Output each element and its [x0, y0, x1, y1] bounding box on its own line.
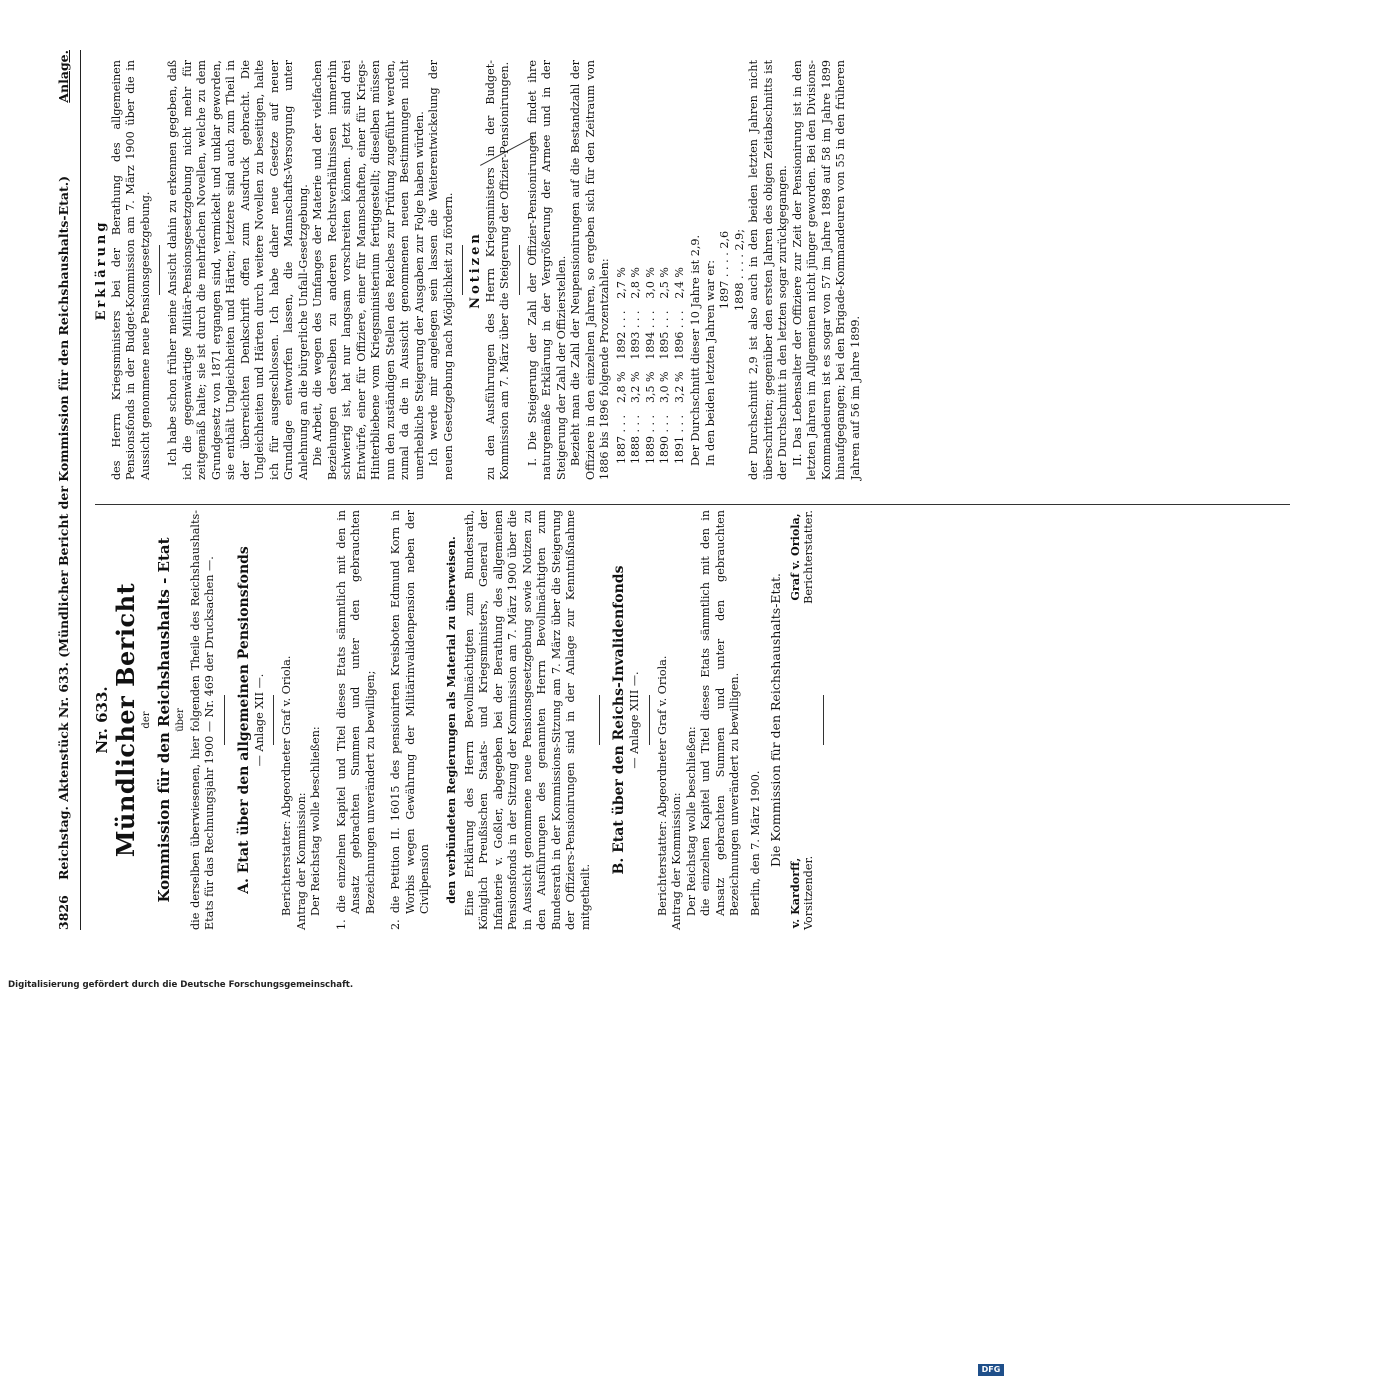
erklaerung-title: Erklärung — [94, 219, 109, 321]
intro-paragraph: die derselben überwiesenen, hier folgenden Theile des Reichshaushalts-Etats für das Rechnungsjahr 1900 — Nr. 469 der Drucksachen —. — [188, 510, 216, 930]
report-subtitle: Kommission für den Reichshaushalts - Etat — [155, 537, 173, 903]
dfg-logo: DFG — [978, 1364, 1004, 1376]
row-1897: 1897 . . . . 2,6 — [718, 230, 731, 310]
table-cell: 2,7 % — [614, 267, 628, 299]
table-cell: 1890 . . . — [658, 415, 671, 464]
table-row — [658, 261, 673, 470]
notizen-title: Notizen — [468, 231, 483, 309]
header-rule — [80, 50, 81, 930]
erklaerung-paragraph-3: Ich werde mir angelegen sein lassen die Weiterentwickelung der neuen Gesetzgebung nach Möglichkeit zu fördern. — [427, 60, 455, 480]
notiz-1b: Bezieht man die Zahl der Neupensionirungen auf die Bestandzahl der Offiziere in den einzelnen Jahren, so ergeben sich für den Zeitraum von 1886 bis 1896 folgende Prozentzahlen: — [569, 60, 611, 480]
document-number: Nr. 633. — [93, 686, 111, 754]
section-b-anlage: — Anlage XIII —. — [628, 671, 642, 769]
average-line: Der Durchschnitt dieser 10 Jahre ist 2,9. — [689, 234, 702, 466]
antrag-a: Antrag der Kommission: — [294, 792, 308, 930]
separator — [649, 695, 650, 745]
table-row — [629, 261, 644, 470]
erklaerung-paragraph-1: Ich habe schon früher meine Ansicht dahin zu erkennen gegeben, daß ich die gegenwärtige Militär-Pensionsgesetzgebung nicht mehr für zeitgemäß halte; sie ist durch die mehrfachen Novellen, welche zu dem Grundgesetz von 1871 ergangen sind, vermickelt und unklar geworden, sie enthält Ungleichheiten und Härten; letztere sind auch zum Theil in der überreichten Denkschrift offen zum Ausdruck gebracht. Die Ungleichheiten und Härten durch weitere Novellen zu beseitigen, halte ich für ausgeschlossen. Ich habe daher neue Gesetze auf neuer Grundlage entworfen lassen, die Mannschafts-Versorgung unter Anlehnung an die bürgerliche Unfall-Gesetzgebung. — [166, 60, 310, 480]
separator — [159, 245, 160, 295]
digitization-note: Digitalisierung gefördert durch die Deutsche Forschungsgemeinschaft. — [8, 980, 354, 990]
section-b-title: B. Etat über den Reichs-Invalidenfonds — [611, 565, 628, 875]
notizen-intro: zu den Ausführungen des Herrn Kriegsministers in der Budget-Kommission am 7. März über die Steigerung der Offizier-Pensionirungen. — [483, 60, 511, 480]
percentage-table — [615, 261, 688, 470]
date-line: Berlin, den 7. März 1900. — [748, 770, 762, 916]
notiz-1c: der Durchschnitt 2,9 ist also auch in den beiden letzten Jahren nicht überschritten; gegenüber den ersten Jahren des obigen Zeitabschnitts ist der Durchschnitt in den letzten sogar zurückgegangen. — [747, 60, 789, 480]
table-cell: 1891 . . . — [672, 415, 686, 464]
signatures — [788, 510, 817, 930]
table-cell: 1894 . . . — [643, 310, 657, 360]
table-row — [673, 261, 688, 470]
section-a-title: A. Etat über den allgemeinen Pensionsfonds — [235, 546, 252, 894]
table-cell: 3,0 % — [658, 371, 671, 404]
last-two-years-line: In den beiden letzten Jahren war er: — [703, 259, 717, 466]
signature-reporter — [788, 510, 817, 604]
anlage-label: Anlage. — [56, 50, 71, 103]
table-cell: 1887 . . . — [614, 415, 628, 464]
running-title: Reichstag. Aktenstück Nr. 633. (Mündlicher Bericht der Kommission für den Reichshaushalts-Etat.) — [56, 175, 71, 880]
reporter-name: Graf v. Oriola, — [787, 513, 802, 601]
table-cell: 1893 . . . — [629, 310, 642, 360]
chairman-role: Vorsitzender. — [802, 855, 816, 930]
table-cell: 2,4 % — [672, 267, 686, 299]
chairman-name: v. Kardorff, — [787, 857, 802, 929]
table-cell: 3,2 % — [672, 371, 686, 404]
left-column — [95, 510, 830, 930]
motion-item-2: 2. die Petition II. 16015 des pensionirten Kreisboten Edmund Korn in Worbis wegen Gewährung der Militärinvalidenpension neben der Civilpension — [389, 510, 432, 930]
erklaerung-paragraph-2: Die Arbeit, die wegen des Umfanges der Materie und der vielfachen Beziehungen derselben zu anderen Rechtsverhältnissen immerhin schwierig ist, hat nur langsam vorschreiten können. Jetzt sind drei Entwürfe, einer für Offiziere, einer für Mannschaften, einer für Kriegs-Hinterbliebene vom Kriegsministerium fertiggestellt; dieselben müssen nun den zuständigen Stellen des Reiches zur Prüfung zugeführt werden, zumal da die in Aussicht genommenen neuen Bestimmungen nicht unerhebliche Steigerung der Ausgaben zur Folge haben würden. — [311, 60, 426, 480]
separator — [599, 695, 600, 745]
section-a-anlage: — Anlage XII —. — [252, 673, 266, 767]
page-header — [56, 50, 78, 930]
page-number: 3826 — [56, 895, 71, 930]
table-cell: 1896 . . . — [672, 310, 686, 360]
table-cell: 1888 . . . — [629, 415, 642, 464]
table-cell: 3,2 % — [629, 371, 642, 404]
erklaerung-reference: Eine Erklärung des Herrn Bevollmächtigten zum Bundesrath, Königlich Preußischen Staats- und Kriegsministers, General der Infanterie v. Goßler, abgegeben bei der Berathung des allgemeinen Pensionsfonds in der Sitzung der Kommission am 7. März 1900 über die in Aussicht genommene neue Pensionsgesetzgebung sowie Notizen zu den Ausführungen des genannten Herrn Bevollmächtigten zum Bundesrath in der Kommissions-Sitzung am 7. März über die Steigerung der Offiziers-Pensionirungen sind in der Anlage zur Kenntnißnahme mitgetheilt. — [462, 510, 592, 930]
reporter-a: Berichterstatter: Abgeordneter Graf v. Oriola. — [280, 655, 293, 916]
right-column — [95, 60, 863, 480]
commission-name: Die Kommission für den Reichshaushalts-Etat. — [768, 572, 784, 868]
notiz-2: II. Das Lebensalter der Offiziere zur Zeit der Pensionirung ist in den letzten Jahren im Allgemeinen nicht jünger geworden. Bei den Divisions-Kommandeuren ist es sogar von 57 im Jahre 1898 auf 58 im Jahre 1899 hinaufgegangen; bei den Brigade-Kommandeuren von 55 in den früheren Jahren auf 56 im Jahre 1899. — [790, 60, 862, 480]
signature-chairman — [788, 856, 817, 930]
separator — [224, 695, 225, 745]
table-row — [615, 261, 630, 470]
report-title: Mündlicher Bericht — [110, 582, 140, 858]
antrag-b: Antrag der Kommission: — [670, 792, 684, 930]
table-row — [644, 261, 659, 470]
erklaerung-intro: des Herrn Kriegsministers bei der Berathung des allgemeinen Pensionsfonds in der Budget-Kommission am 7. März 1900 über die in Aussicht genommene neue Pensionsgesetzgebung. — [109, 60, 152, 480]
row-1898: 1898 . . . . 2,9; — [732, 228, 746, 312]
separator — [519, 245, 520, 295]
table-cell: 1889 . . . — [643, 415, 657, 464]
title-ueber: über — [175, 708, 186, 732]
beschliessen-a: Der Reichstag wolle beschließen: — [309, 726, 322, 916]
separator — [462, 245, 463, 295]
motion-item-2-decision: den verbündeten Regierungen als Material zu überweisen. — [444, 536, 459, 904]
table-cell: 1892 . . . — [614, 310, 628, 360]
title-der: der — [140, 711, 152, 729]
reporter-role: Berichterstatter. — [802, 510, 816, 604]
reporter-b: Berichterstatter: Abgeordneter Graf v. Oriola. — [655, 655, 669, 916]
notiz-1: I. Die Steigerung der Zahl der Offizier-Pensionirungen findet ihre naturgemäße Erklärung in der Vergrößerung der Armee und in der Steigerung der Zahl der Offizierstellen. — [525, 60, 568, 480]
column-divider — [95, 504, 1290, 505]
table-cell: 1895 . . . — [658, 310, 671, 360]
motion-b-text: die einzelnen Kapitel und Titel dieses Etats sämmtlich mit den in Ansatz gebrachten Summen und unter den gebrauchten Bezeichnungen unverändert zu bewilligen. — [699, 510, 742, 916]
beschliessen-b: Der Reichstag wolle beschließen: — [684, 726, 698, 916]
table-cell: 2,8 % — [614, 371, 628, 404]
table-cell: 3,5 % — [643, 371, 657, 404]
table-cell: 2,5 % — [658, 267, 671, 299]
table-cell: 3,0 % — [643, 267, 657, 299]
separator — [823, 695, 824, 745]
table-cell: 2,8 % — [629, 267, 642, 299]
motion-item-1: 1. die einzelnen Kapitel und Titel dieses Etats sämmtlich mit den in Ansatz gebrachten Summen und unter den gebrauchten Bezeichnungen unverändert zu bewilligen; — [334, 510, 377, 930]
separator — [273, 695, 274, 745]
